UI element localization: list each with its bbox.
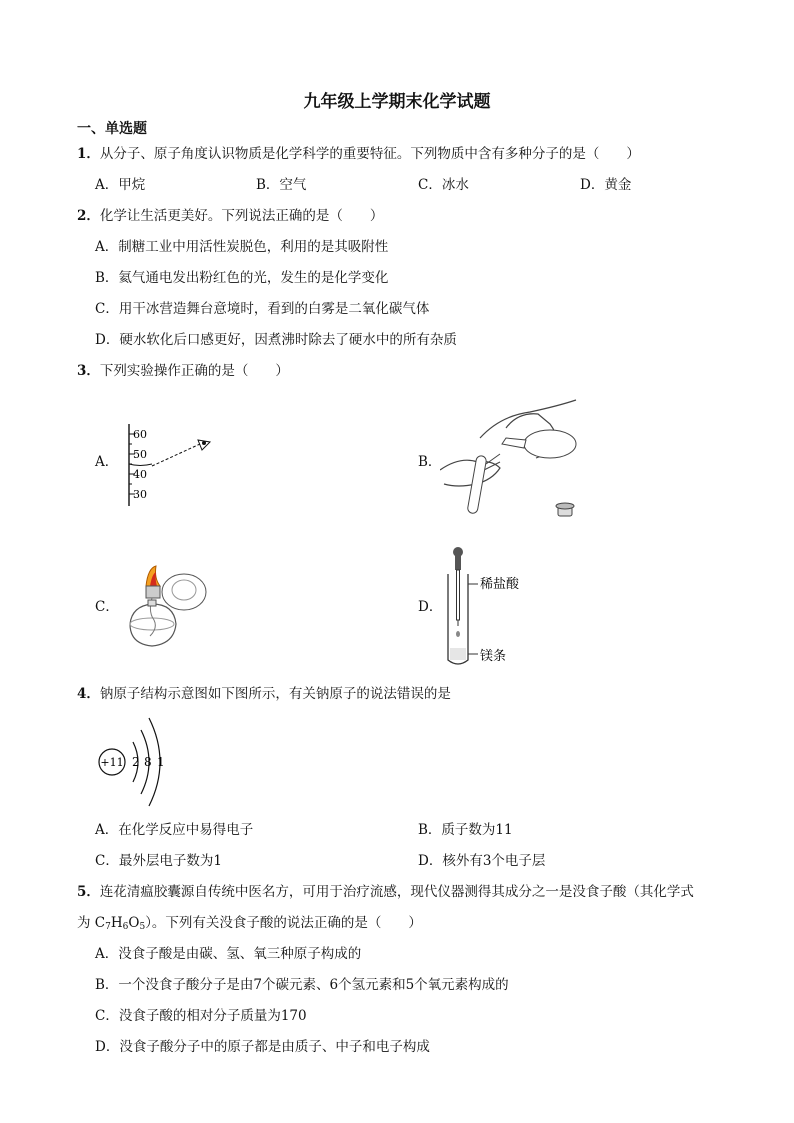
shell-electrons: 8 xyxy=(144,755,152,769)
q2-option-a[interactable]: A．制糖工业中用活性炭脱色，利用的是其吸附性 xyxy=(95,239,389,255)
alcohol-lamp-figure xyxy=(118,562,218,662)
question-stem: 从分子、原子角度认识物质是化学科学的重要特征。下列物质中含有多种分子的是（ ） xyxy=(99,146,640,162)
q4-option-a[interactable]: A．在化学反应中易得电子 xyxy=(95,822,254,838)
q4-option-c[interactable]: C．最外层电子数为1 xyxy=(95,853,222,869)
q3-option-d[interactable]: D． xyxy=(418,599,443,615)
question-stem: 钠原子结构示意图如下图所示，有关钠原子的说法错误的是 xyxy=(99,686,451,702)
q5-option-c[interactable]: C．没食子酸的相对分子质量为170 xyxy=(95,1008,307,1024)
q1-option-a[interactable]: A．甲烷 xyxy=(95,177,146,193)
question-number: 5． xyxy=(77,884,100,900)
section-heading: 一、单选题 xyxy=(77,121,147,137)
q1-option-b[interactable]: B．空气 xyxy=(256,177,307,193)
stem-text: 为 C xyxy=(77,915,106,931)
question-stem: 化学让生活更美好。下列说法正确的是（ ） xyxy=(99,208,384,224)
question-number: 4． xyxy=(77,686,100,702)
question-number: 3． xyxy=(77,363,100,379)
question-3 xyxy=(77,362,289,380)
tick-label: 30 xyxy=(133,488,147,501)
q5-option-b[interactable]: B．一个没食子酸分子是由7个碳元素、6个氢元素和5个氧元素构成的 xyxy=(95,977,509,993)
q1-option-d[interactable]: D．黄金 xyxy=(580,177,632,193)
q3-option-c[interactable]: C． xyxy=(95,599,119,615)
q5-option-d[interactable]: D．没食子酸分子中的原子都是由质子、中子和电子构成 xyxy=(95,1039,430,1055)
question-stem: 连花清瘟胶囊源自传统中医名方，可用于治疗流感，现代仪器测得其成分之一是没食子酸（其化学式 xyxy=(99,884,694,900)
q2-option-c[interactable]: C．用干冰营造舞台意境时，看到的白雾是二氧化碳气体 xyxy=(95,301,430,317)
page-title: 九年级上学期末化学试题 xyxy=(303,92,491,112)
q2-option-d[interactable]: D．硬水软化后口感更好，因煮沸时除去了硬水中的所有杂质 xyxy=(95,332,457,348)
stem-text: ）。下列有关没食子酸的说法正确的是（ ） xyxy=(145,915,422,931)
stem-text: O xyxy=(128,915,140,931)
question-1 xyxy=(77,145,640,163)
q5-option-a[interactable]: A．没食子酸是由碳、氢、氧三种原子构成的 xyxy=(95,946,362,962)
question-stem: 下列实验操作正确的是（ ） xyxy=(99,363,289,379)
question-4 xyxy=(77,685,451,703)
subscript: 7 xyxy=(105,922,111,932)
question-2 xyxy=(77,207,383,225)
sodium-atom-diagram xyxy=(95,712,185,812)
stem-text: H xyxy=(110,915,123,931)
q2-option-b[interactable]: B．氦气通电发出粉红色的光，发生的是化学变化 xyxy=(95,270,389,286)
tick-label: 60 xyxy=(133,428,147,441)
pouring-liquid-figure xyxy=(440,398,590,523)
question-number: 2． xyxy=(77,208,100,224)
shell-electrons: 1 xyxy=(157,755,165,769)
q3-option-b[interactable]: B． xyxy=(418,454,442,470)
subscript: 5 xyxy=(139,922,146,932)
question-5 xyxy=(77,883,694,901)
tick-label: 50 xyxy=(133,448,147,461)
question-5-line-2 xyxy=(77,914,422,936)
acid-label: 稀盐酸 xyxy=(480,577,520,592)
subscript: 6 xyxy=(122,922,129,932)
tick-label: 40 xyxy=(133,468,147,481)
cylinder-reading-figure xyxy=(120,422,220,510)
q4-option-d[interactable]: D．核外有3个电子层 xyxy=(418,853,546,869)
test-tube-figure xyxy=(440,544,550,670)
q3-option-a[interactable]: A． xyxy=(95,454,119,470)
question-number: 1． xyxy=(77,146,100,162)
q1-option-c[interactable]: C．冰水 xyxy=(418,177,469,193)
shell-electrons: 2 xyxy=(132,755,140,769)
nucleus-charge: +11 xyxy=(100,756,124,769)
magnesium-label: 镁条 xyxy=(480,649,507,664)
q4-option-b[interactable]: B．质子数为11 xyxy=(418,822,513,838)
